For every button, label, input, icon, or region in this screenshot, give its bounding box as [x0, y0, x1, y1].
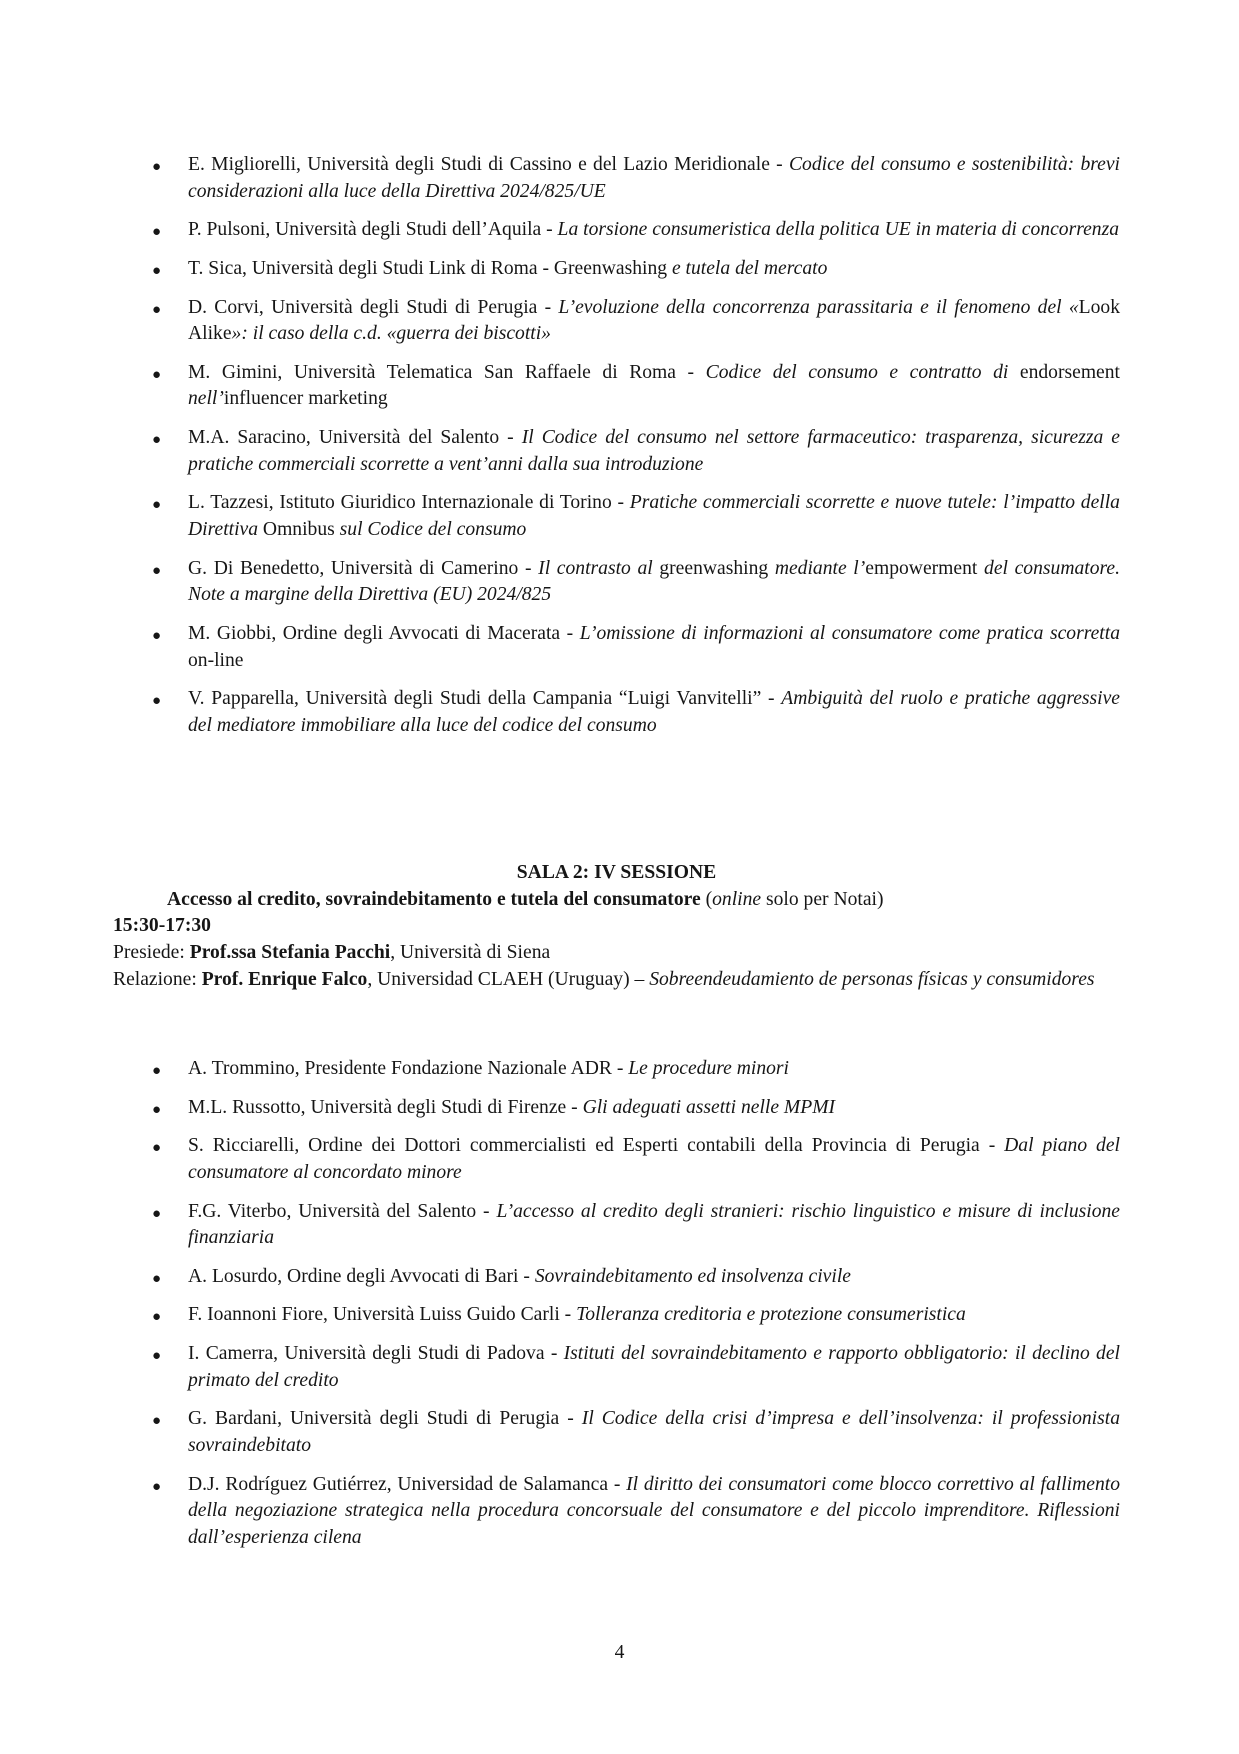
italic-text: Il contrasto al	[538, 557, 653, 579]
list-item	[113, 621, 1120, 674]
italic-text: Codice del consumo e contratto di	[705, 361, 1009, 383]
list-item	[113, 256, 1120, 283]
text-run: M.A. Saracino, Università del Salento -	[188, 427, 522, 449]
italic-text: Sobreendeudamiento de personas físicas y consumidores	[649, 968, 1095, 990]
list-item	[113, 1199, 1120, 1252]
italic-text: L’omissione di informazioni al consumatore come pratica scorretta	[579, 622, 1120, 644]
text-run: T. Sica, Università degli Studi Link di Roma - Greenwashing	[188, 257, 672, 279]
list-item	[113, 490, 1120, 543]
session-chair	[113, 940, 1120, 967]
text-run: Relazione:	[113, 968, 202, 990]
italic-text: Tolleranza creditoria e protezione consumeristica	[576, 1304, 966, 1326]
text-run: , Universidad CLAEH (Uruguay) –	[367, 968, 650, 990]
bold-text: Prof.ssa Stefania Pacchi	[189, 941, 391, 963]
bullet-icon: ●	[152, 1063, 162, 1079]
list-item	[113, 1056, 1120, 1083]
speakers-list-iv-session	[113, 1056, 1120, 1564]
bullet-icon: ●	[152, 1413, 162, 1430]
text-run: D.J. Rodríguez Gutiérrez, Universidad de Salamanca -	[188, 1473, 627, 1495]
session-title: SALA 2: IV SESSIONE	[516, 862, 717, 883]
list-item	[113, 425, 1120, 478]
italic-text: Gli adeguati assetti nelle MPMI	[582, 1096, 836, 1118]
bullet-icon: ●	[152, 1478, 162, 1495]
italic-text: Le procedure minori	[628, 1058, 789, 1079]
bullet-icon: ●	[152, 224, 162, 241]
bullet-icon: ●	[152, 1348, 162, 1365]
session-report	[113, 967, 1120, 994]
italic-text: L’evoluzione della concorrenza parassitaria e il fenomeno del «	[558, 296, 1079, 318]
list-item	[113, 556, 1120, 609]
bullet-icon: ●	[152, 159, 162, 175]
text-run: E. Migliorelli, Università degli Studi di Cassino e del Lazio Meridionale -	[188, 154, 789, 175]
italic-text: »: il caso della c.d. «guerra dei biscotti»	[231, 323, 551, 345]
bullet-icon: ●	[152, 1101, 162, 1118]
text-run: on-line	[188, 649, 244, 671]
italic-text: Codice del consumo e sostenibilità: brevi considerazioni alla luce della Direttiva 2024/825/UE	[188, 154, 1120, 202]
bold-text: Prof. Enrique Falco	[201, 968, 368, 990]
text-run: M. Gimini, Università Telematica San Raffaele di Roma -	[188, 361, 706, 383]
bullet-icon: ●	[152, 693, 162, 710]
text-run: M. Giobbi, Ordine degli Avvocati di Macerata -	[188, 622, 580, 644]
bold-text: Accesso al credito, sovraindebitamento e tutela del consumatore	[167, 888, 701, 910]
italic-text: Pratiche commerciali scorrette e nuove tutele: l’impatto della Direttiva	[188, 492, 1120, 541]
text-run: F.G. Viterbo, Università del Salento -	[188, 1200, 497, 1222]
italic-text: del consumatore. Note a margine della Direttiva (EU) 2024/825	[188, 557, 1120, 606]
list-item	[113, 1133, 1120, 1186]
bullet-icon: ●	[152, 562, 162, 579]
text-run: Presiede:	[113, 941, 190, 963]
italic-text: L’accesso al credito degli stranieri: rischio linguistico e misure di inclusione finanziaria	[188, 1200, 1120, 1249]
list-item	[113, 686, 1120, 739]
text-run: I. Camerra, Università degli Studi di Padova -	[188, 1343, 564, 1365]
session-block	[113, 860, 1120, 993]
list-item	[113, 1341, 1120, 1394]
list-item	[113, 360, 1120, 413]
bullet-icon: ●	[152, 627, 162, 644]
text-run: endorsement	[1008, 361, 1120, 383]
italic-text: nell’	[188, 388, 224, 410]
list-item	[113, 1095, 1120, 1122]
text-run: solo per Notai)	[761, 888, 884, 910]
bullet-icon: ●	[152, 301, 162, 318]
list-item	[113, 1302, 1120, 1329]
text-run: M.L. Russotto, Università degli Studi di Firenze -	[188, 1096, 583, 1118]
text-run: P. Pulsoni, Università degli Studi dell’Aquila -	[188, 219, 558, 241]
text-run: G. Di Benedetto, Università di Camerino -	[188, 557, 539, 579]
text-run: A. Losurdo, Ordine degli Avvocati di Bari -	[188, 1265, 535, 1287]
italic-text: mediante l’	[774, 557, 866, 579]
italic-text: La torsione consumeristica della politica UE in materia di concorrenza	[557, 219, 1120, 241]
bullet-icon: ●	[152, 366, 162, 383]
speakers-list-previous-session	[113, 152, 1120, 752]
list-item	[113, 1472, 1120, 1552]
text-run: S. Ricciarelli, Ordine dei Dottori commercialisti ed Esperti contabili della Provincia di Perugia -	[188, 1135, 1005, 1157]
list-item	[113, 152, 1120, 205]
italic-text: Il Codice del consumo nel settore farmaceutico: trasparenza, sicurezza e pratiche commerciali scorrette a vent’anni dalla sua introduzione	[188, 427, 1120, 475]
text-run: (	[700, 888, 713, 910]
text-run: , Università di Siena	[390, 941, 551, 963]
italic-text: Il diritto dei consumatori come blocco correttivo al fallimento della negoziazione strategica nella procedura concorsuale del consumatore e del piccolo imprenditore. Riflessioni dall’esperienza cilena	[188, 1473, 1120, 1548]
italic-text: Sovraindebitamento ed insolvenza civile	[534, 1265, 851, 1287]
session-time: 15:30-17:30	[113, 915, 211, 937]
text-run: D. Corvi, Università degli Studi di Perugia -	[188, 296, 559, 318]
text-run: V. Papparella, Università degli Studi della Campania “Luigi Vanvitelli” -	[188, 688, 782, 710]
italic-text: Istituti del sovraindebitamento e rapporto obbligatorio: il declino del primato del credito	[188, 1343, 1120, 1391]
list-item	[113, 217, 1120, 244]
text-run: empowerment	[865, 557, 985, 579]
list-item	[113, 1406, 1120, 1459]
text-run: A. Trommino, Presidente Fondazione Nazionale ADR -	[188, 1058, 629, 1079]
text-run: Look Alike	[188, 296, 1120, 345]
bullet-icon: ●	[152, 1140, 162, 1157]
page-number: 4	[614, 1642, 625, 1663]
text-run: F. Ioannoni Fiore, Università Luiss Guido Carli -	[188, 1304, 577, 1326]
italic-text: Ambiguità del ruolo e pratiche aggressive del mediatore immobiliare alla luce del codice del consumo	[188, 688, 1120, 736]
italic-text: Dal piano del consumatore al concordato minore	[188, 1135, 1120, 1183]
text-run: greenwashing	[652, 557, 775, 579]
italic-text: sul Codice del consumo	[339, 519, 527, 541]
bullet-icon: ●	[152, 262, 162, 279]
text-run: Omnibus	[258, 519, 340, 541]
bullet-icon: ●	[152, 497, 162, 514]
text-run: influencer marketing	[223, 388, 388, 410]
italic-text: online	[712, 888, 762, 910]
bullet-icon: ●	[152, 1205, 162, 1222]
bullet-icon: ●	[152, 432, 162, 449]
italic-text: Il Codice della crisi d’impresa e dell’insolvenza: il professionista sovraindebitato	[188, 1408, 1120, 1457]
list-item	[113, 1264, 1120, 1291]
session-subtitle	[113, 887, 1120, 914]
list-item	[113, 295, 1120, 348]
italic-text: e tutela del mercato	[671, 257, 828, 279]
bullet-icon: ●	[152, 1270, 162, 1287]
bullet-icon: ●	[152, 1309, 162, 1326]
text-run: G. Bardani, Università degli Studi di Perugia -	[188, 1408, 582, 1430]
text-run: L. Tazzesi, Istituto Giuridico Internazionale di Torino -	[188, 492, 630, 514]
